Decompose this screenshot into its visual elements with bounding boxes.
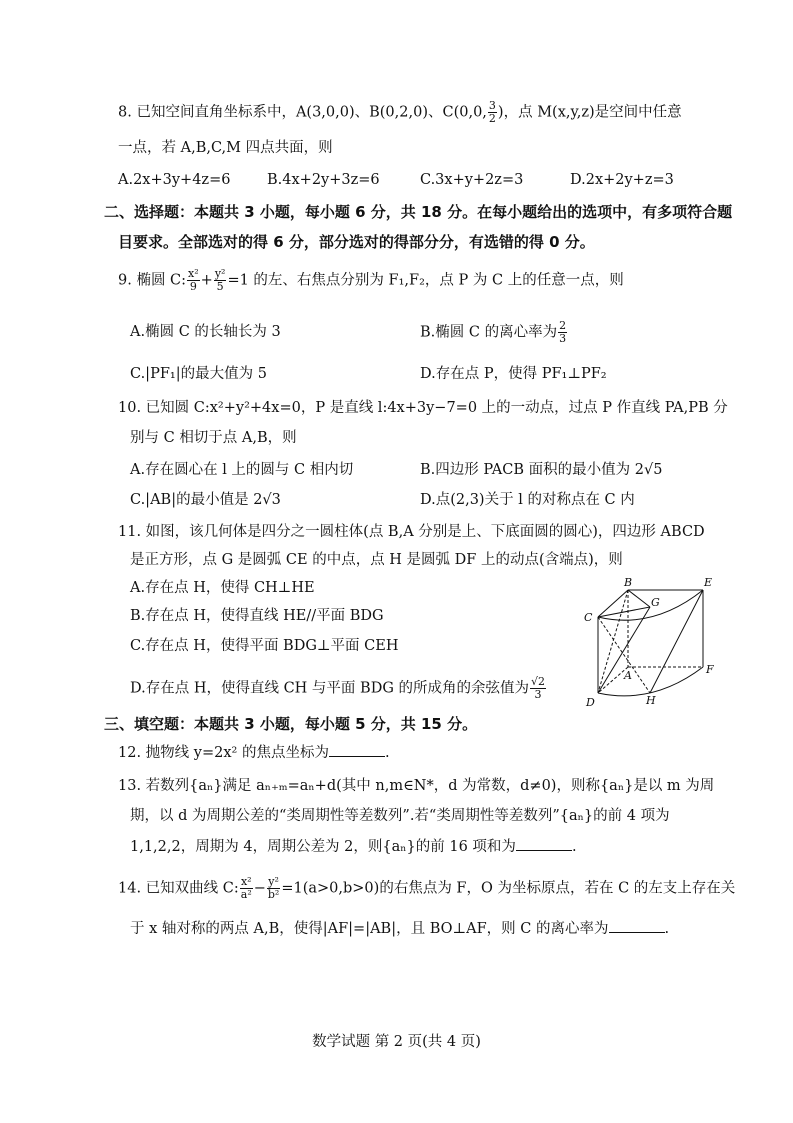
q11-stem-line1: 11. 如图，该几何体是四分之一圆柱体(点 B,A 分别是上、下底面圆的圆心)，四边形 ABCD (118, 524, 705, 540)
q11-option-a: A.存在点 H，使得 CH⊥HE (130, 580, 315, 596)
q8-option-b: B.4x+2y+3z=6 (267, 172, 380, 188)
q8-stem-line2: 一点，若 A,B,C,M 四点共面，则 (118, 140, 333, 156)
q13-stem-line1: 13. 若数列{aₙ}满足 aₙ₊ₘ=aₙ+d(其中 n,m∈N*，d 为常数，d≠0)，则称{aₙ}是以 m 为周 (118, 778, 715, 794)
q9-stem: 9. 椭圆 C: $\frac{\text{x²}}{9}$ + $\frac{\text{y²}}{5}$ =1 的左、右焦点分别为 F₁,F₂，点 P 为 C 上的任意一点，则 (118, 267, 624, 293)
q14-stem-line1: 14. 已知双曲线 C: $\frac{\text{x²}}{\text{a²}}$ − $\frac{\text{y²}}{\text{b²}}$ =1(a>0,b>0)的右焦点为 F，O 为坐标原点，若在 C 的左支上存在关 (118, 875, 736, 901)
q13-answer-blank (516, 836, 572, 851)
section2-heading-line1: 二、选择题：本题共 3 小题，每小题 6 分，共 18 分。在每小题给出的选项中，有多项符合题 (104, 203, 733, 221)
q11-optD-fraction: $\frac{√2}{3}$ (531, 675, 546, 701)
label-A: A (624, 669, 632, 682)
q13-stem-line2: 期，以 d 为周期公差的“类周期性等差数列”.若“类周期性等差数列”{aₙ}的前 4 项为 (130, 808, 670, 824)
q9-fraction-y: $\frac{\text{y²}}{5}$ (214, 267, 226, 293)
q10-stem-line2: 别与 C 相切于点 A,B，则 (130, 430, 297, 446)
q14-stem-line2: 于 x 轴对称的两点 A,B，使得|AF|=|AB|，且 BO⊥AF，则 C 的离心率为 . (130, 918, 669, 939)
label-F: F (706, 663, 714, 676)
label-D: D (586, 696, 595, 709)
q10-option-d: D.点(2,3)关于 l 的对称点在 C 内 (420, 492, 635, 508)
q8-option-d: D.2x+2y+z=3 (570, 172, 674, 188)
q9-option-a: A.椭圆 C 的长轴长为 3 (130, 324, 281, 340)
q10-option-b: B.四边形 PACB 面积的最小值为 2√5 (420, 462, 663, 478)
q13-stem-line3: 1,1,2,2，周期为 4，周期公差为 2，则{aₙ}的前 16 项和为 . (130, 836, 577, 857)
q10-option-c: C.|AB|的最小值是 2√3 (130, 492, 281, 508)
q8-option-a: A.2x+3y+4z=6 (118, 172, 231, 188)
q11-option-b: B.存在点 H，使得直线 HE//平面 BDG (130, 608, 384, 624)
label-E: E (704, 576, 713, 589)
q8-text: 8. 已知空间直角坐标系中，A(3,0,0)、B(0,2,0)、C(0,0, (118, 104, 487, 121)
edge-BC (598, 590, 628, 617)
q12-answer-blank (329, 742, 385, 757)
q14-fraction-y: $\frac{\text{y²}}{\text{b²}}$ (267, 875, 280, 901)
page-footer: 数学试题 第 2 页(共 4 页) (312, 1034, 481, 1050)
q11-option-d: D.存在点 H，使得直线 CH 与平面 BDG 的所成角的余弦值为 $\frac{√2}{3}$ (130, 675, 546, 701)
q11-option-c: C.存在点 H，使得平面 BDG⊥平面 CEH (130, 638, 399, 654)
quarter-cylinder-figure (578, 575, 718, 710)
q9-optB-fraction: $\frac{2}{3}$ (559, 319, 567, 345)
q8-fraction: $\frac{3}{2}$ (488, 99, 496, 125)
seg-CG (598, 607, 650, 617)
q14-answer-blank (609, 918, 665, 933)
q14-fraction-x: $\frac{\text{x²}}{\text{a²}}$ (240, 875, 252, 901)
q8-option-c: C.3x+y+2z=3 (420, 172, 524, 188)
label-C: C (584, 611, 593, 624)
q8-text-rest: )，点 M(x,y,z)是空间中任意 (497, 104, 682, 121)
seg-BG (628, 590, 650, 607)
label-B: B (624, 576, 633, 589)
q11-stem-line2: 是正方形，点 G 是圆弧 CE 的中点，点 H 是圆弧 DF 上的动点(含端点)，则 (130, 552, 623, 568)
q10-stem-line1: 10. 已知圆 C:x²+y²+4x=0，P 是直线 l:4x+3y−7=0 上的一动点，过点 P 作直线 PA,PB 分 (118, 400, 728, 416)
q9-option-d: D.存在点 P，使得 PF₁⊥PF₂ (420, 366, 607, 382)
q10-option-a: A.存在圆心在 l 上的圆与 C 相内切 (130, 462, 354, 478)
q9-fraction-x: $\frac{\text{x²}}{9}$ (188, 267, 199, 293)
q9-option-c: C.|PF₁|的最大值为 5 (130, 366, 267, 382)
q12-stem: 12. 抛物线 y=2x² 的焦点坐标为 . (118, 742, 390, 763)
q8-stem-line1 (118, 100, 682, 125)
label-H: H (646, 694, 656, 707)
q9-option-b: B.椭圆 C 的离心率为 $\frac{2}{3}$ (420, 319, 567, 345)
section3-heading: 三、填空题：本题共 3 小题，每小题 5 分，共 15 分。 (104, 715, 478, 733)
label-G: G (651, 596, 660, 609)
section2-heading-line2: 目要求。全部选对的得 6 分，部分选对的得部分分，有选错的得 0 分。 (118, 233, 595, 251)
